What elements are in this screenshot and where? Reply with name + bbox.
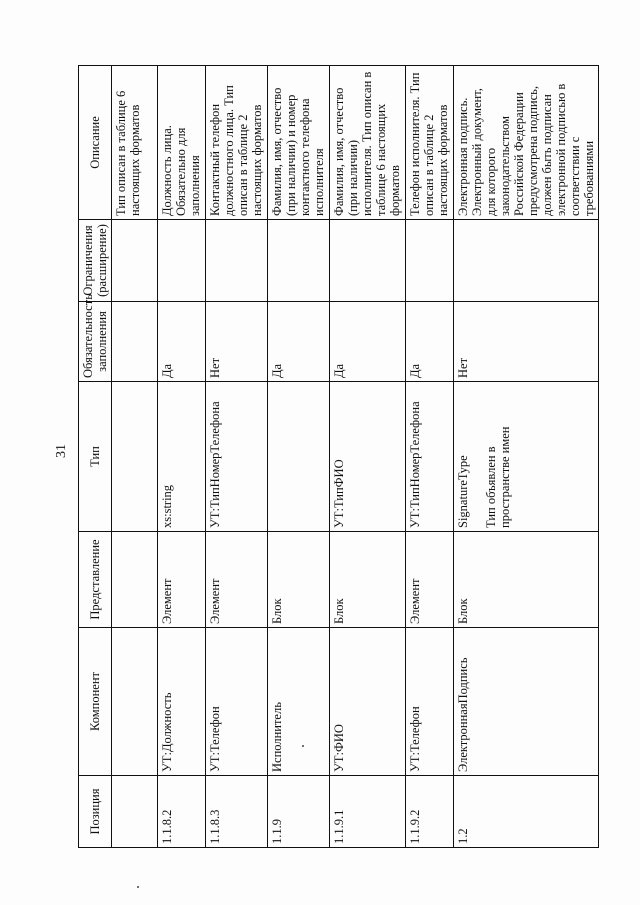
header-type: Тип <box>79 382 112 532</box>
table-row <box>406 66 454 848</box>
header-limits: Ограничения (расширение) <box>79 220 112 302</box>
header-component: Компонент <box>79 628 112 776</box>
cell-representation: Элемент <box>206 532 268 628</box>
cell-type: УТ:ТипФИО <box>330 382 406 532</box>
cell-description: Электронная подпись. Электронный документ, для которого законодательством Российской Федерации предусмотрена подпись, должен быть подписан электронной подписью в соответствии с требованиями <box>454 66 599 220</box>
cell-type: УТ:ТипНомерТелефона <box>206 382 268 532</box>
table-row <box>112 66 158 848</box>
table-row <box>206 66 268 848</box>
cell-required <box>112 302 158 382</box>
cell-component: УТ:Должность <box>158 628 206 776</box>
cell-type: xs:string <box>158 382 206 532</box>
cell-required: Нет <box>206 302 268 382</box>
cell-description: Телефон исполнителя. Тип описан в таблице 2 настоящих форматов <box>406 66 454 220</box>
cell-position: 1.1.9.1 <box>330 776 406 848</box>
table-row <box>268 66 330 848</box>
rotated-table-container <box>78 66 596 848</box>
cell-required: Да <box>268 302 330 382</box>
cell-representation <box>112 532 158 628</box>
cell-required: Нет <box>454 302 599 382</box>
cell-position: 1.1.9 <box>268 776 330 848</box>
cell-description: Тип описан в таблице 6 настоящих форматов <box>112 66 158 220</box>
cell-component: УТ:Телефон <box>206 628 268 776</box>
cell-limits <box>158 220 206 302</box>
cell-component <box>112 628 158 776</box>
cell-type <box>112 382 158 532</box>
cell-description: Фамилия, имя, отчество (при наличии) исполнителя. Тип описан в таблице 6 настоящих форматов <box>330 66 406 220</box>
scan-speck <box>137 886 139 888</box>
cell-limits <box>112 220 158 302</box>
table-row <box>330 66 406 848</box>
cell-position: 1.2 <box>454 776 599 848</box>
table-row <box>158 66 206 848</box>
cell-component: УТ:Телефон <box>406 628 454 776</box>
format-table <box>78 65 599 848</box>
cell-component: Исполнитель <box>268 628 330 776</box>
header-representation: Представление <box>79 532 112 628</box>
cell-description: Должность лица. Обязательно для заполнения <box>158 66 206 220</box>
header-required: Обязательность заполнения <box>79 302 112 382</box>
cell-position: 1.1.8.2 <box>158 776 206 848</box>
cell-component: ЭлектроннаяПодпись <box>454 628 599 776</box>
cell-type: SignatureType Тип объявлен в пространстве имен <box>454 382 599 532</box>
cell-representation: Элемент <box>406 532 454 628</box>
cell-description: Фамилия, имя, отчество (при наличии) и номер контактного телефона исполнителя <box>268 66 330 220</box>
cell-position: 1.1.8.3 <box>206 776 268 848</box>
cell-representation: Блок <box>330 532 406 628</box>
table-header-row <box>79 66 112 848</box>
cell-type <box>268 382 330 532</box>
cell-limits <box>406 220 454 302</box>
cell-required: Да <box>158 302 206 382</box>
cell-limits <box>206 220 268 302</box>
cell-required: Да <box>330 302 406 382</box>
cell-representation: Элемент <box>158 532 206 628</box>
header-position: Позиция <box>79 776 112 848</box>
cell-representation: Блок <box>268 532 330 628</box>
scan-speck <box>302 745 304 747</box>
cell-position <box>112 776 158 848</box>
cell-required: Да <box>406 302 454 382</box>
cell-limits <box>330 220 406 302</box>
cell-position: 1.1.9.2 <box>406 776 454 848</box>
cell-description: Контактный телефон должностного лица. Тип описан в таблице 2 настоящих форматов <box>206 66 268 220</box>
cell-component: УТ:ФИО <box>330 628 406 776</box>
header-description: Описание <box>79 66 112 220</box>
cell-type: УТ:ТипНомерТелефона <box>406 382 454 532</box>
cell-limits <box>454 220 599 302</box>
cell-representation: Блок <box>454 532 599 628</box>
page-number: 31 <box>54 444 69 458</box>
table-row <box>454 66 599 848</box>
cell-limits <box>268 220 330 302</box>
